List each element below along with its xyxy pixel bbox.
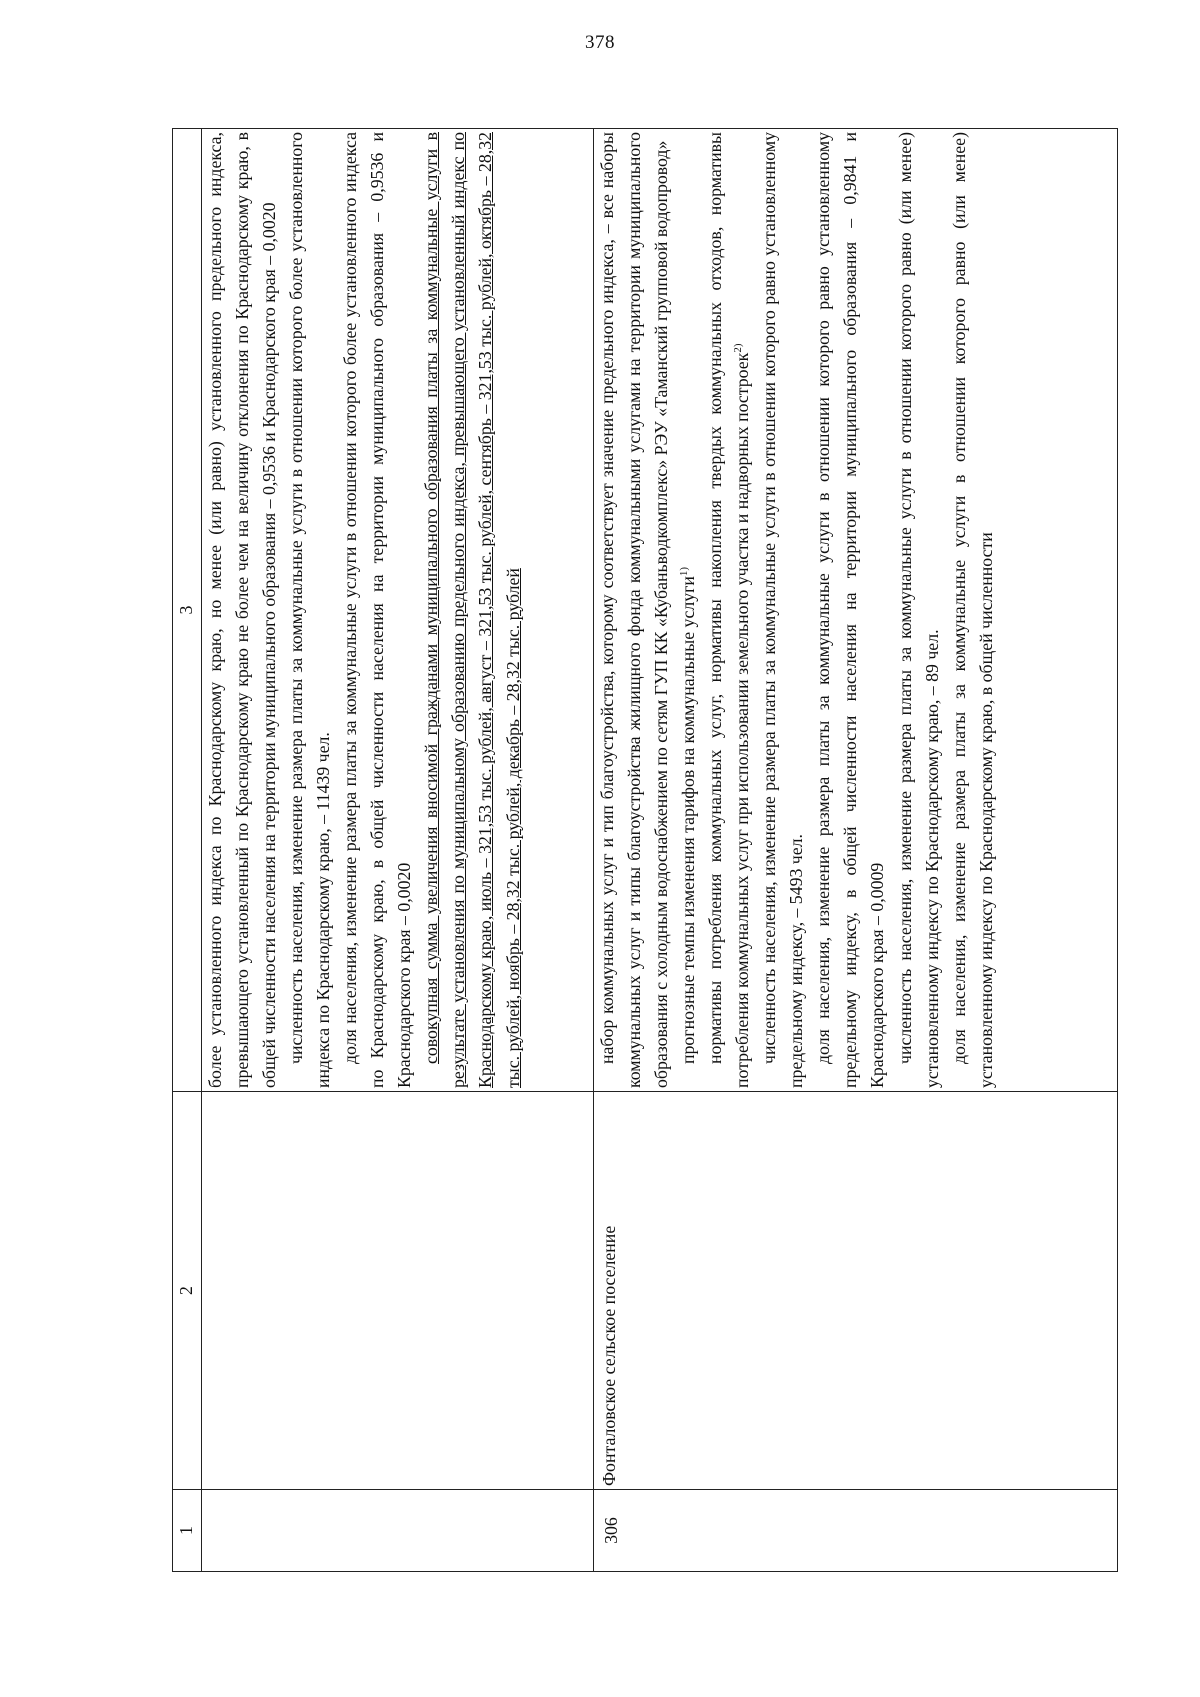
description-paragraph: доля населения, изменение размера платы за коммунальные услуги в отношении которого равно (или менее) установленному индексу по Краснодарскому краю, в общей численности xyxy=(948,132,996,1088)
data-table xyxy=(172,128,1118,1572)
row-number-cell xyxy=(594,1490,1118,1572)
header-col-3: 3 xyxy=(173,129,202,1092)
row-description-cell xyxy=(594,129,1118,1092)
row-name: Фонталовское сельское поселение xyxy=(599,1225,619,1486)
description-paragraph: численность населения, изменение размера платы за коммунальные услуги в отношении которого более установленного индекса по Краснодарскому краю, – 11439 чел. xyxy=(286,132,334,1088)
row-number: 306 xyxy=(601,1517,621,1544)
description-paragraph: набор коммунальных услуг и тип благоустройства, которому соответствует значение предельного индекса, – все наборы коммунальных услуг и типы благоустройства жилищного фонда коммунальными услугами на территории муниципального образования с холодным водоснабжением по сетям ГУП КК «Кубаньводкомплекс» РЭУ «Таманский групповой водопровод» xyxy=(597,132,672,1088)
row-name xyxy=(202,1095,204,1486)
rotated-table-container xyxy=(172,128,1118,1572)
description-paragraph xyxy=(702,132,756,1088)
row-description-cell xyxy=(202,129,594,1092)
description-paragraph xyxy=(675,132,702,1088)
description-paragraph: доля населения, изменение размера платы за коммунальные услуги в отношении которого равно установленному предельному индексу, в общей численности населения на территории муниципального образования – 0,9841 и Краснодарского края – 0,0009 xyxy=(813,132,888,1088)
footnote-mark: 2) xyxy=(732,343,745,353)
row-number xyxy=(202,1493,206,1568)
table-row-306 xyxy=(594,129,1118,1572)
table-row-continuation xyxy=(202,129,594,1572)
description-paragraph: более установленного индекса по Краснодарскому краю, но менее (или равно) установленного предельного индекса, превышающего установленный по Краснодарскому краю не более чем на величину отклонения по Краснодарскому краю, в общей численности населения на территории муниципального образования – 0,9536 и Краснодарского края – 0,0020 xyxy=(205,132,280,1088)
row-number-cell xyxy=(202,1490,594,1572)
paragraph-text: прогнозные темпы изменения тарифов на коммунальные услуги xyxy=(678,576,699,1064)
row-name-cell xyxy=(594,1092,1118,1490)
table-header-row xyxy=(173,129,202,1572)
description-paragraph: численность населения, изменение размера платы за коммунальные услуги в отношении которого равно (или менее) установленному индексу по Краснодарскому краю, – 89 чел. xyxy=(894,132,942,1088)
page-number: 378 xyxy=(585,32,615,53)
header-col-1: 1 xyxy=(173,1490,202,1572)
description-paragraph: численность населения, изменение размера платы за коммунальные услуги в отношении которого равно установленному предельному индексу, – 5493 чел. xyxy=(759,132,807,1088)
footnote-mark: 1) xyxy=(678,566,691,577)
paragraph-text: нормативы потребления коммунальных услуг, нормативы накопления твердых коммунальных отходов, нормативы потребления коммунальных услуг при использовании земельного участка и надворных построек xyxy=(705,132,753,1088)
description-paragraph: доля населения, изменение размера платы за коммунальные услуги в отношении которого более установленного индекса по Краснодарскому краю, в общей численности населения на территории муниципального образования – 0,9536 и Краснодарского края – 0,0020 xyxy=(340,132,415,1088)
row-name-cell xyxy=(202,1092,594,1490)
description-paragraph: совокупная сумма увеличения вносимой гражданами муниципального образования платы за коммунальные услуги в результате установления по муниципальному образованию предельного индекса, превышающего установленный индекс по Краснодарскому краю, июль – 321,53 тыс. рублей, август – 321,53 тыс. рублей, сентябрь – 321,53 тыс. рублей, октябрь – 28,32 тыс. рублей, ноябрь – 28,32 тыс. рублей, декабрь – 28,32 тыс. рублей xyxy=(421,132,523,1088)
header-col-2: 2 xyxy=(173,1092,202,1490)
